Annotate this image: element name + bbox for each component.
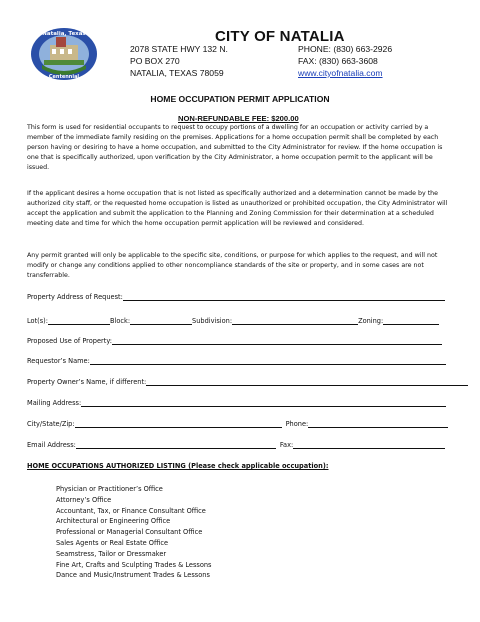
intro-paragraph: This form is used for residential occupants to request to occupy portions of a dwelling for an occupation or activity carried by a member of the immediate family residing on the premises. Applications for a home occupation permit shall be completed by each person having or desiring to have a home occupation, and submitted to the City Administrator for review. If the home occupation is one that is specifically authorized, upon verification by the City Administrator, a home occupation permit to the applicant will be issued. xyxy=(27,124,443,172)
email-input[interactable] xyxy=(76,440,276,449)
proposed-use-input[interactable] xyxy=(112,336,442,345)
phone-text: PHONE: (830) 663-2926 xyxy=(298,44,393,54)
city-state-zip-label: City/State/Zip: xyxy=(27,420,75,428)
requestor-name-label: Requestor’s Name: xyxy=(27,357,90,365)
permit-scope-paragraph: Any permit granted will only be applicable to the specific site, conditions, or purpose for which applies to the request, and will not modify or change any conditions applied to other noncompliance standards of the site or property, and in some cases are not transferrable. xyxy=(27,252,438,280)
website-link[interactable]: www.cityofnatalia.com xyxy=(298,68,383,78)
owner-name-field xyxy=(27,377,468,386)
lot-block-row xyxy=(27,316,439,325)
owner-name-input[interactable] xyxy=(146,377,468,386)
zoning-label: Zoning: xyxy=(358,317,384,325)
fee-notice: NON-REFUNDABLE FEE: $200.00 xyxy=(178,114,299,123)
lot-input[interactable] xyxy=(48,316,110,325)
email-fax-row xyxy=(27,440,445,449)
seal-top-text: Natalia, Texas xyxy=(42,31,86,37)
occupation-item[interactable]: Seamstress, Tailor or Dressmaker xyxy=(56,549,167,558)
block-label: Block: xyxy=(109,317,131,325)
occupation-list xyxy=(56,484,212,581)
mailing-address-input[interactable] xyxy=(81,398,446,407)
lot-label: Lot(s): xyxy=(27,317,48,325)
seal-bottom-text: Centennial xyxy=(48,74,80,80)
address-line: NATALIA, TEXAS 78059 xyxy=(130,68,224,78)
occupation-list-heading: HOME OCCUPATIONS AUTHORIZED LISTING (Please check applicable occupation): xyxy=(27,462,329,470)
fax-label: Fax: xyxy=(279,441,294,449)
fax-text: FAX: (830) 663-3608 xyxy=(298,56,378,66)
city-title: CITY OF NATALIA xyxy=(215,28,345,45)
block-input[interactable] xyxy=(130,316,192,325)
zoning-input[interactable] xyxy=(383,316,439,325)
proposed-use-field xyxy=(27,336,442,345)
occupation-item[interactable]: Professional or Managerial Consultant Office xyxy=(56,528,203,537)
determination-paragraph: If the applicant desires a home occupation that is not listed as specifically authorized and a determination cannot be made by the authorized city staff, or the requested home occupation is listed as unauthorized or prohibited occupation, the City Administrator will accept the application and submit the application to the Planning and Zoning Commission for their determination at a scheduled meeting date and time for which the home occupation permit application will be reviewed and considered. xyxy=(27,190,448,228)
phone-label: Phone: xyxy=(285,420,309,428)
subdivision-label: Subdivision: xyxy=(192,317,233,325)
occupation-item[interactable]: Dance and Music/Instrument Trades & Lessons xyxy=(56,571,210,580)
address-line: PO BOX 270 xyxy=(130,56,180,66)
city-address xyxy=(130,43,228,79)
occupation-item[interactable]: Attorney’s Office xyxy=(56,495,112,504)
occupation-item[interactable]: Physician or Practitioner’s Office xyxy=(56,485,163,493)
occupation-item[interactable]: Architectural or Engineering Office xyxy=(56,517,171,526)
city-state-zip-input[interactable] xyxy=(75,419,282,428)
requestor-name-input[interactable] xyxy=(90,356,446,365)
city-state-zip-row xyxy=(27,419,448,428)
email-label: Email Address: xyxy=(27,441,76,449)
address-line: 2078 STATE HWY 132 N. xyxy=(130,44,228,54)
mailing-address-field xyxy=(27,398,446,407)
phone-input[interactable] xyxy=(308,419,448,428)
occupation-item[interactable]: Sales Agents or Real Estate Office xyxy=(56,538,169,547)
property-address-input[interactable] xyxy=(123,292,445,301)
city-seal-logo xyxy=(30,27,98,81)
mailing-address-label: Mailing Address: xyxy=(27,399,82,407)
fax-input[interactable] xyxy=(293,440,445,449)
form-title: HOME OCCUPATION PERMIT APPLICATION xyxy=(150,94,330,104)
owner-name-label: Property Owner’s Name, if different: xyxy=(27,378,147,386)
city-contact xyxy=(298,43,392,79)
occupation-item[interactable]: Fine Art, Crafts and Sculpting Trades & Lessons xyxy=(56,560,212,569)
requestor-name-field xyxy=(27,356,446,365)
occupation-item[interactable]: Accountant, Tax, or Finance Consultant Office xyxy=(56,506,206,515)
property-address-label: Property Address of Request: xyxy=(27,293,123,301)
proposed-use-label: Proposed Use of Property: xyxy=(27,337,112,345)
property-address-field xyxy=(27,292,445,301)
subdivision-input[interactable] xyxy=(232,316,358,325)
